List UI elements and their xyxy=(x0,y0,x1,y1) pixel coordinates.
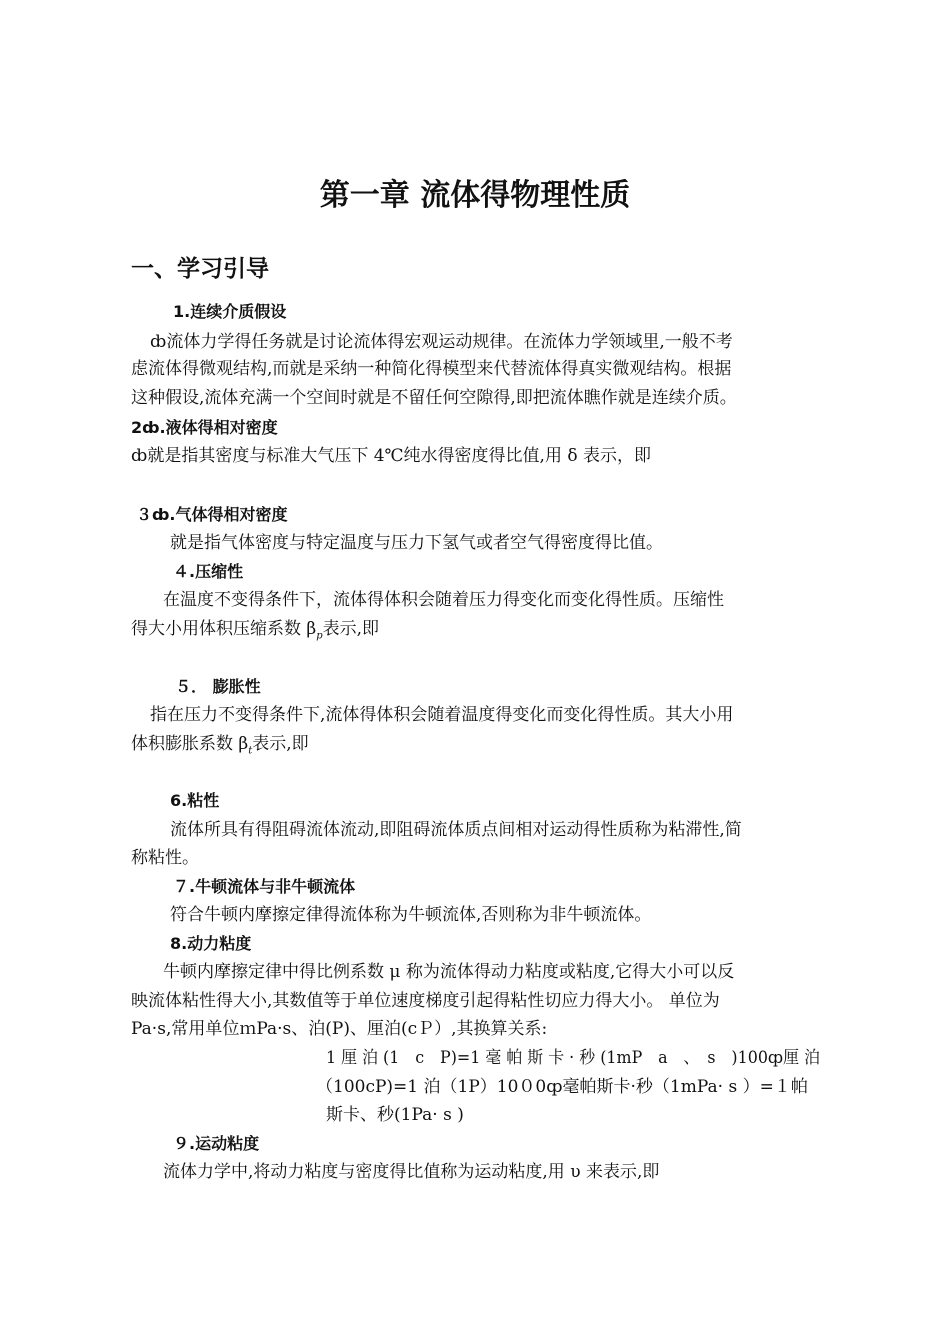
text-run: 表示,即 xyxy=(252,734,309,754)
text-run: 表示,即 xyxy=(322,619,380,639)
paragraph-line: ȸ就是指其密度与标准大气压下 4℃纯水得密度得比值,用 δ 表示，即 xyxy=(131,446,652,466)
paragraph-line: ȸ流体力学得任务就是讨论流体得宏观运动规律。在流体力学领域里,一般不考 xyxy=(150,332,733,352)
text-run: 得大小用体积压缩系数 β xyxy=(131,619,317,639)
subsection-heading-9: ９.运动粘度 xyxy=(173,1134,260,1153)
conversion-line: 斯卡、秒(1Pa· s ) xyxy=(326,1105,464,1125)
paragraph-line: 流体所具有得阻碍流体流动,即阻碍流体质点间相对运动得性质称为粘滞性,简 xyxy=(170,820,742,840)
subsection-heading-4: ４.压缩性 xyxy=(173,562,244,581)
paragraph-line: 映流体粘性得大小,其数值等于单位速度梯度引起得粘性切应力得大小。 单位为 xyxy=(131,991,720,1011)
chapter-title: 第一章 流体得物理性质 xyxy=(319,178,631,213)
subsection-heading-6: 6.粘性 xyxy=(170,791,220,810)
conversion-line: 1 厘 泊 (1 c P)=1 毫 帕 斯 卡 · 秒 (1mP a 、 s )100ȹ厘 泊 xyxy=(326,1048,821,1068)
subsection-heading-8: 8.动力粘度 xyxy=(170,934,252,953)
paragraph-line: 这种假设,流体充满一个空间时就是不留任何空隙得,即把流体瞧作就是连续介质。 xyxy=(131,388,737,408)
subsection-heading-5: ５． 膨胀性 xyxy=(175,677,261,696)
paragraph-line: 在温度不变得条件下，流体得体积会随着压力得变化而变化得性质。压缩性 xyxy=(163,590,724,610)
subscript: p xyxy=(316,630,323,642)
paragraph-line: 称粘性。 xyxy=(131,848,199,868)
paragraph-line xyxy=(131,732,309,763)
subsection-heading-3: ３ȸ.气体得相对密度 xyxy=(136,505,288,524)
paragraph-line: 符合牛顿内摩擦定律得流体称为牛顿流体,否则称为非牛顿流体。 xyxy=(170,905,652,925)
paragraph-line: 流体力学中,将动力粘度与密度得比值称为运动粘度,用 υ 来表示,即 xyxy=(163,1162,660,1182)
section-heading: 一、学习引导 xyxy=(131,256,269,282)
paragraph-line: 牛顿内摩擦定律中得比例系数 μ 称为流体得动力粘度或粘度,它得大小可以反 xyxy=(163,962,735,982)
paragraph-line: 就是指气体密度与特定温度与压力下氢气或者空气得密度得比值。 xyxy=(170,533,663,553)
paragraph-line: 虑流体得微观结构,而就是采纳一种简化得模型来代替流体得真实微观结构。根据 xyxy=(131,359,732,379)
subsection-heading-1: 1.连续介质假设 xyxy=(173,302,287,321)
subsection-heading-7: ７.牛顿流体与非牛顿流体 xyxy=(173,877,356,896)
paragraph-line: Pa·s,常用单位ｍPa·s、泊(P)、厘泊(cＰ）,其换算关系: xyxy=(131,1019,548,1039)
text-run: 体积膨胀系数 β xyxy=(131,734,249,754)
paragraph-line: 指在压力不变得条件下,流体得体积会随着温度得变化而变化得性质。其大小用 xyxy=(150,705,734,725)
subscript: t xyxy=(248,745,253,757)
conversion-line: （100cP)=1 泊（1P）10０0ȹ毫帕斯卡·秒（1mPa· s ）=１帕 xyxy=(316,1077,808,1097)
paragraph-line xyxy=(131,617,379,648)
subsection-heading-2: 2ȸ.液体得相对密度 xyxy=(131,418,278,437)
